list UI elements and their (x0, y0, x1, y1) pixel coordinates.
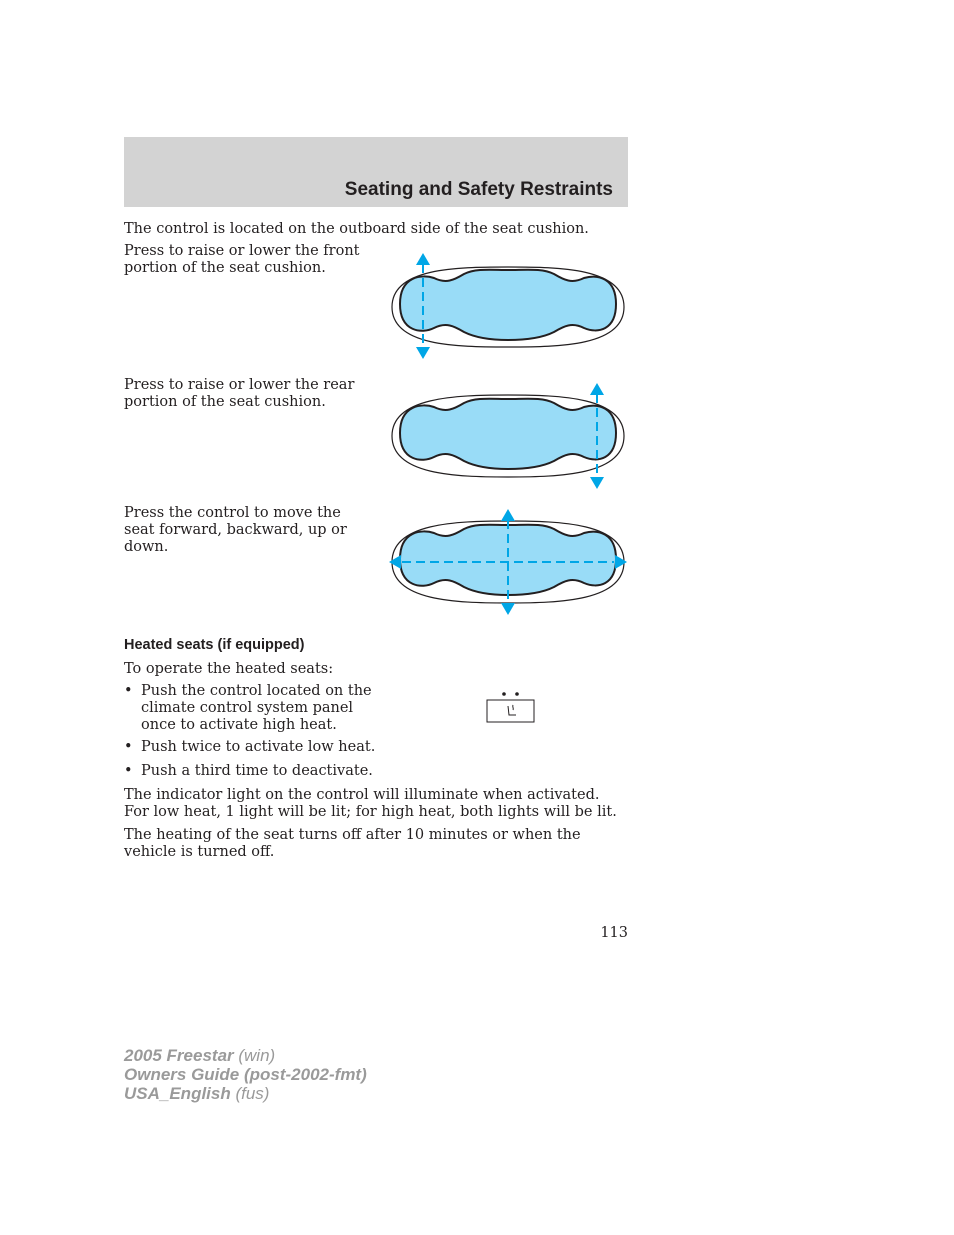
footer-model: 2005 Freestar (124, 1046, 234, 1065)
list-item: • Push twice to activate low heat. (124, 739, 424, 756)
section-title: Seating and Safety Restraints (344, 179, 613, 200)
front-cushion-control-diagram (386, 250, 630, 364)
right-arrow-icon (615, 555, 627, 569)
rear-cushion-control-diagram (386, 380, 630, 492)
down-arrow-icon (590, 477, 604, 489)
bullet-text: Push a third time to deactivate. (141, 763, 373, 779)
down-arrow-icon (501, 603, 515, 615)
up-arrow-icon (416, 253, 430, 265)
footer-language: USA_English (124, 1084, 231, 1103)
up-arrow-icon (501, 509, 515, 521)
four-way-text: Press the control to move the seat forward, backward, up or down. (124, 505, 347, 555)
auto-off-paragraph: The heating of the seat turns off after 10 minutes or when the vehicle is turned off. (124, 827, 581, 860)
list-item: • Push a third time to deactivate. (124, 763, 424, 780)
four-way-control-diagram (386, 506, 630, 618)
document-footer (124, 1046, 367, 1103)
left-arrow-icon (389, 555, 401, 569)
front-cushion-text: Press to raise or lower the front portion of the seat cushion. (124, 243, 360, 276)
footer-guide: Owners Guide (post-2002-fmt) (124, 1065, 367, 1084)
list-item: • Push the control located on the climate control system panel once to activate high heat. (124, 683, 376, 734)
heated-intro: To operate the heated seats: (124, 661, 334, 677)
indicator-light (515, 692, 519, 696)
heated-seat-button (486, 690, 536, 724)
bullet-text: Push twice to activate low heat. (141, 739, 376, 755)
bullet-text: Push the control located on the climate control system panel once to activate high heat. (141, 683, 372, 733)
up-arrow-icon (590, 383, 604, 395)
intro-text: The control is located on the outboard side of the seat cushion. (124, 221, 589, 237)
section-header (124, 137, 628, 207)
down-arrow-icon (416, 347, 430, 359)
rear-cushion-text: Press to raise or lower the rear portion of the seat cushion. (124, 377, 355, 410)
indicator-paragraph: The indicator light on the control will illuminate when activated. For low heat, 1 light will be lit; for high heat, both lights will be lit. (124, 787, 617, 820)
heated-seats-heading: Heated seats (if equipped) (124, 637, 305, 653)
indicator-light (502, 692, 506, 696)
page-number: 113 (600, 925, 628, 941)
footer-model-code: (win) (233, 1046, 276, 1065)
footer-language-code: (fus) (230, 1084, 270, 1103)
